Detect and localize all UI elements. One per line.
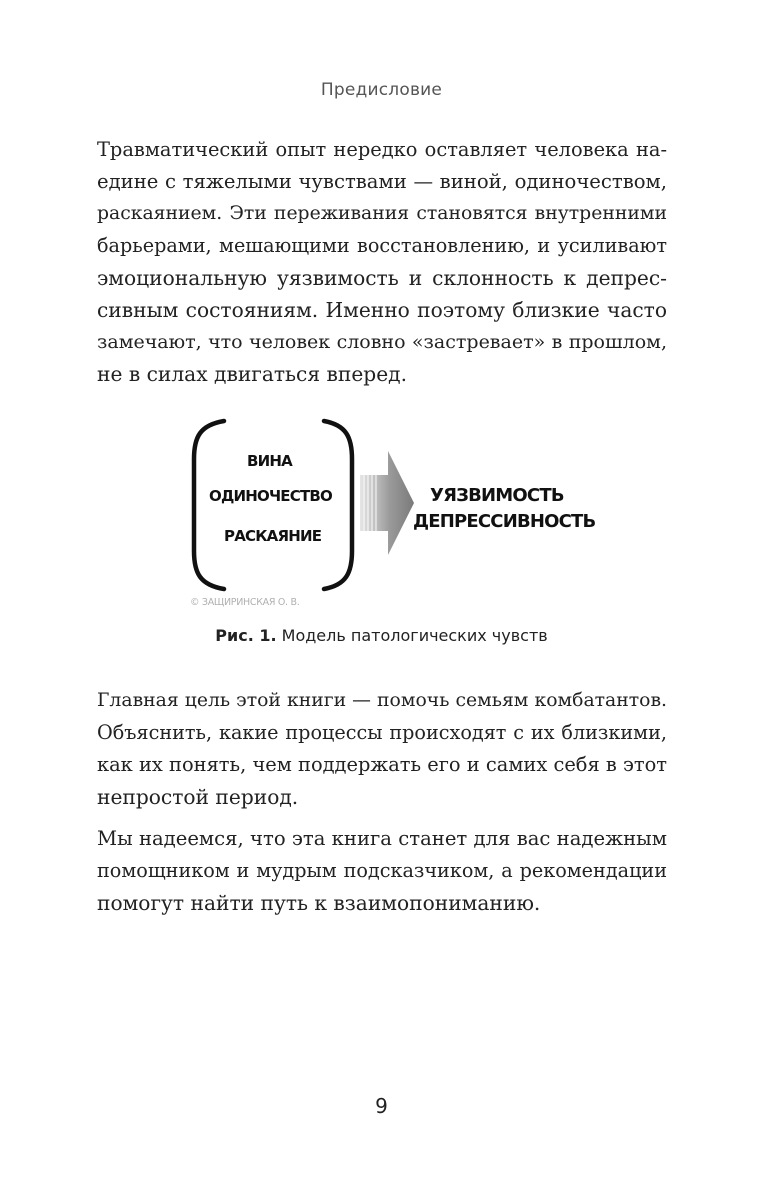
text-line: сивным состояниям. Именно поэтому близкие часто xyxy=(97,298,667,322)
text-line: как их понять, чем поддержать его и самих себя в этот xyxy=(97,753,667,776)
paragraph-intro xyxy=(97,134,667,390)
figure-pathological-feelings-model xyxy=(180,415,600,615)
page-number: 9 xyxy=(375,1094,388,1118)
running-header: Предисловие xyxy=(320,80,443,100)
text-line: Травматический опыт нередко оставляет человека на- xyxy=(97,138,667,161)
paragraph-book-goal xyxy=(97,685,667,813)
text-line: помогут найти путь к взаимопониманию. xyxy=(97,891,541,915)
text-line: непростой период. xyxy=(97,785,299,809)
caption-text: Модель патологических чувств xyxy=(276,626,548,645)
paragraph-hope xyxy=(97,823,667,919)
text-line: Главная цель этой книги — помочь семьям комбатантов. xyxy=(97,690,667,711)
feeling-remorse-label: РАСКАЯНИЕ xyxy=(224,527,322,545)
figure-copyright: © ЗАЩИРИНСКАЯ О. В. xyxy=(190,597,300,608)
text-line: помощником и мудрым подсказчиком, а рекомендации xyxy=(97,859,667,882)
text-line: эмоциональную уязвимость и склонность к депрес- xyxy=(97,266,667,290)
text-line: Объяснить, какие процессы происходят с их близкими, xyxy=(97,721,667,744)
text-line: не в силах двигаться вперед. xyxy=(97,362,407,386)
outcome-vulnerability-label: УЯЗВИМОСТЬ xyxy=(430,485,564,506)
outcome-depressiveness-label: ДЕПРЕССИВНОСТЬ xyxy=(413,511,596,532)
text-line: Мы надеемся, что эта книга станет для вас надежным xyxy=(97,827,667,850)
caption-label: Рис. 1. xyxy=(215,626,277,645)
text-line: едине с тяжелыми чувствами — виной, одиночеством, xyxy=(97,170,667,193)
feeling-loneliness-label: ОДИНОЧЕСТВО xyxy=(209,487,332,505)
feeling-guilt-label: ВИНА xyxy=(247,452,292,470)
text-line: замечают, что человек словно «застревает» в прошлом, xyxy=(97,331,667,353)
text-line: раскаянием. Эти переживания становятся внутренними xyxy=(97,203,667,224)
left-bracket xyxy=(194,421,224,589)
text-line: барьерами, мешающими восстановлению, и усиливают xyxy=(97,234,667,257)
right-bracket xyxy=(324,421,352,589)
figure-caption xyxy=(0,626,763,645)
